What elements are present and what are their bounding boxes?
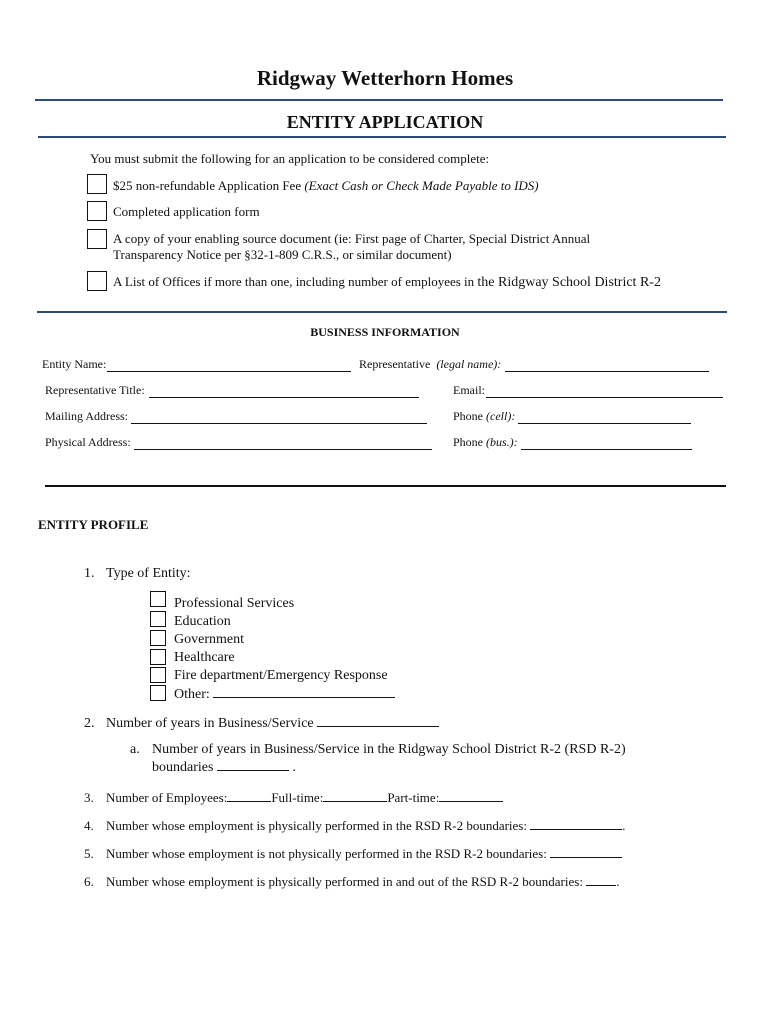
question-employment-outside-district[interactable]: 5. Number whose employment is not physically performed in the RSD R-2 boundaries: [84,845,622,862]
checkbox-healthcare[interactable] [150,649,166,665]
question-number-of-employees[interactable]: 3. Number of Employees: Full-time: Part-time: [84,789,503,806]
requirements-rule [37,311,727,313]
option-government: Government [174,632,244,647]
checkbox-government[interactable] [150,630,166,646]
option-professional-services: Professional Services [174,596,295,611]
title-rule [35,99,723,101]
question-employment-in-and-out[interactable]: 6. Number whose employment is physically performed in and out of the RSD R-2 boundaries: . [84,874,620,889]
entity-name-field[interactable]: Entity Name: [42,357,351,372]
form-subtitle: ENTITY APPLICATION [286,112,484,132]
option-education: Education [174,614,231,629]
checkbox-education[interactable] [150,611,166,627]
option-other[interactable]: Other: [174,685,395,703]
requirement-application-form: Completed application form [113,204,260,219]
phone-cell-field[interactable]: Phone (cell): [453,409,691,424]
checkbox-application-form[interactable] [87,201,107,221]
question-years-in-district[interactable]: a. Number of years in Business/Service in the Ridgway School District R-2 (RSD R-2) boundaries . [130,742,626,775]
question-entity-type: 1. Type of Entity: [84,566,191,581]
email-field[interactable]: Email: [453,383,723,398]
option-healthcare: Healthcare [174,650,235,665]
checkbox-source-document[interactable] [87,229,107,249]
requirement-office-list: A List of Offices if more than one, including number of employees in the Ridgway School District R-2 [113,274,661,290]
checkbox-application-fee[interactable] [87,174,107,194]
phone-bus-field[interactable]: Phone (bus.): [453,435,692,450]
subtitle-rule [38,136,726,138]
checkbox-professional-services[interactable] [150,591,166,607]
mailing-address-field[interactable]: Mailing Address: [45,409,427,424]
business-heading: BUSINESS INFORMATION [310,325,460,339]
form-title: Ridgway Wetterhorn Homes [256,66,514,90]
representative-legal-name-field[interactable]: Representative (legal name): [359,357,709,372]
physical-address-field[interactable]: Physical Address: [45,435,432,450]
requirement-source-document: A copy of your enabling source document (ie: First page of Charter, Special District Annual Transparency Notice per §32-1-809 C.R.S., or similar document) [113,231,591,262]
checkbox-other[interactable] [150,685,166,701]
option-fire-emergency: Fire department/Emergency Response [174,668,388,683]
representative-title-field[interactable]: Representative Title: [45,383,419,398]
profile-heading: ENTITY PROFILE [38,517,149,532]
question-years-in-business[interactable]: 2. Number of years in Business/Service [84,714,439,732]
checkbox-fire-emergency[interactable] [150,667,166,683]
question-employment-in-district[interactable]: 4. Number whose employment is physically performed in the RSD R-2 boundaries: . [84,818,626,833]
requirement-application-fee: $25 non-refundable Application Fee (Exact Cash or Check Made Payable to IDS) [113,178,539,193]
checkbox-office-list[interactable] [87,271,107,291]
requirements-intro: You must submit the following for an application to be considered complete: [90,151,490,166]
business-rule [45,485,726,487]
